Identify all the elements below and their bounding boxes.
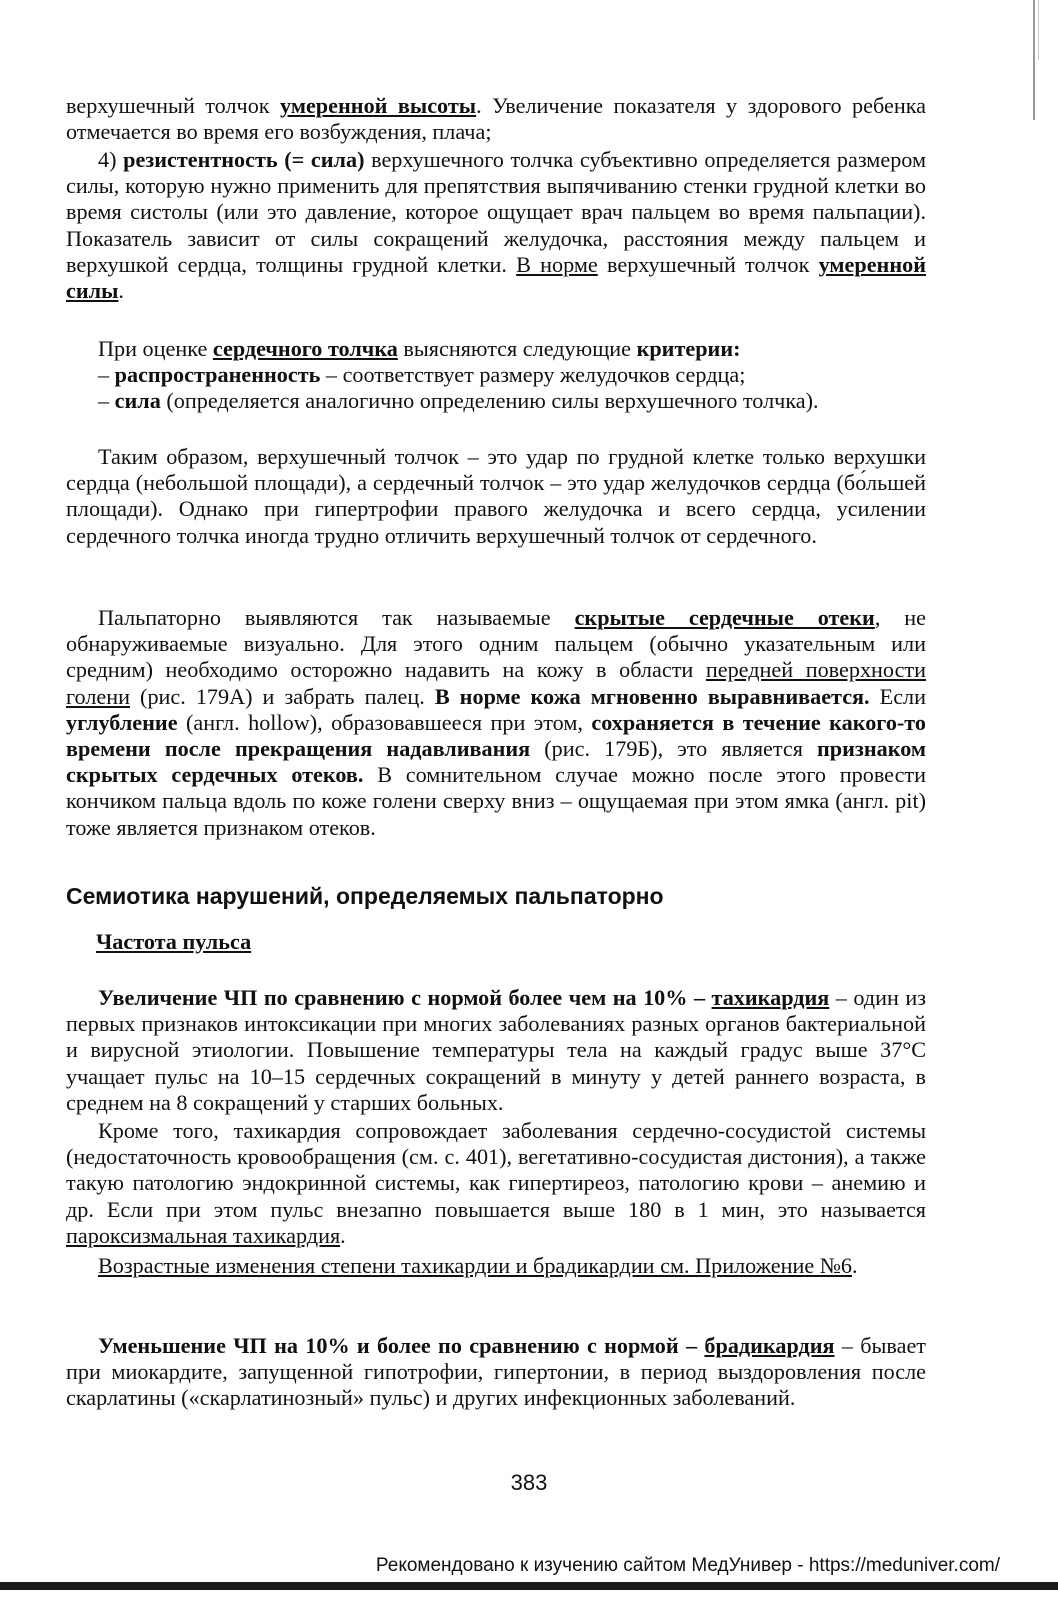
underlined-term: скрытые сердечные отеки [574,605,875,630]
underlined-term: тахикардия [711,985,830,1010]
footer-note: Рекомендовано к изучению сайтом МедУнивер - https://meduniver.com/ [375,1555,1000,1576]
underlined-term: передней поверхности голени [66,657,926,709]
underlined-term: пароксизмальная тахикардия [66,1222,341,1248]
list-item: – сила (определяется аналогично определению силы верхушечного толчка). [98,388,819,414]
paragraph-hidden-edema: Пальпаторно выявляются так называемые скрытые сердечные отеки, не обнаруживаемые визуально. Для этого одним пальцем (обычно указательным или средним) необходимо осторожно надавить на кожу в области передней поверхности голени (рис. 179А) и забрать палец. В норме кожа мгновенно выравнивается. Если углубление (англ. hollow), образовавшееся при этом, сохраняется в течение какого-то времени после прекращения надавливания (рис. 179Б), это является признаком скрытых сердечных отеков. В сомнительном случае можно после этого провести кончиком пальца вдоль по коже голени сверху вниз – ощущаемая при этом ямка (англ. pit) тоже является признаком отеков. [66,605,926,840]
underlined-term: Возрастные изменения степени тахикардии и брадикардии см. Приложение №6 [98,1253,852,1278]
underlined-term: брадикардия [704,1333,835,1358]
scan-bottom-border [0,1582,1058,1590]
underlined-term: В норме [516,251,598,277]
underlined-term: умеренной силы [66,251,926,304]
list-item: – распространенность – соответствует размеру желудочков сердца; [98,362,746,388]
paragraph-tachycardia: Увеличение ЧП по сравнению с нормой более чем на 10% – тахикардия – один из первых признаков интоксикации при многих заболеваниях разных органов бактериальной и вирусной этиологии. Повышение температуры тела на каждый градус выше 37°С учащает пульс на 10–15 сердечных сокращений в минуту у детей раннего возраста, в среднем на 8 сокращений у старших больных. [66,985,926,1115]
subsection-heading: Частота пульса [96,929,252,954]
paragraph-summary: Таким образом, верхушечный толчок – это удар по грудной клетке только верхушки сердца (небольшой площади), а сердечный толчок – это удар желудочков сердца (бо́льшей площади). Однако при гипертрофии правого желудочка и всего сердца, усилении сердечного толчка иногда трудно отличить верхушечный толчок от сердечного. [66,444,926,548]
underlined-term: умеренной высоты [280,93,477,118]
page-number: 383 [510,1470,548,1495]
paragraph-bradycardia: Уменьшение ЧП на 10% и более по сравнению с нормой – брадикардия – бывает при миокардите, запущенной гипотрофии, гипертонии, в период выздоровления после скарлатины («скарлатинозный» пульс) и других инфекционных заболеваний. [66,1333,926,1411]
paragraph-cardiac-impulse-criteria: При оценке сердечного толчка выясняются следующие критерии: – распространенность – соответствует размеру желудочков сердца; – сила (определяется аналогично определению силы верхушечного толчка). [66,336,926,415]
bold-term: резистентность (= сила) [123,147,365,172]
scan-edge-line [1033,0,1035,120]
paragraph-appendix-reference: Возрастные изменения степени тахикардии и брадикардии см. Приложение №6. [98,1253,858,1278]
underlined-term: сердечного толчка [212,336,398,361]
paragraph-apex-height: верхушечный толчок умеренной высоты. Увеличение показателя у здорового ребенка отмечается во время его возбуждения, плача; [66,93,926,145]
paragraph-tachycardia-causes: Кроме того, тахикардия сопровождает заболевания сердечно-сосудистой системы (недостаточность кровообращения (см. с. 401), вегетативно-сосудистая дистония), а также такую патологию эндокринной системы, как гипертиреоз, патологию крови – анемию и др. Если при этом пульс внезапно повышается выше 180 в 1 мин, это называется пароксизмальная тахикардия. [66,1118,926,1248]
section-heading: Семиотика нарушений, определяемых пальпаторно [66,883,664,909]
scan-edge-line [1038,0,1039,60]
paragraph-resistance: 4) резистентность (= сила) верхушечного толчка субъективно определяется размером силы, которую нужно применить для препятствия выпячиванию стенки грудной клетки во время систолы (или это давление, которое ощущает врач пальцем во время пальпации). Показатель зависит от силы сокращений желудочка, расстояния между пальцем и верхушкой сердца, толщины грудной клетки. В норме верхушечный толчок умеренной силы. [66,147,927,304]
bold-term: критерии: [636,336,741,361]
